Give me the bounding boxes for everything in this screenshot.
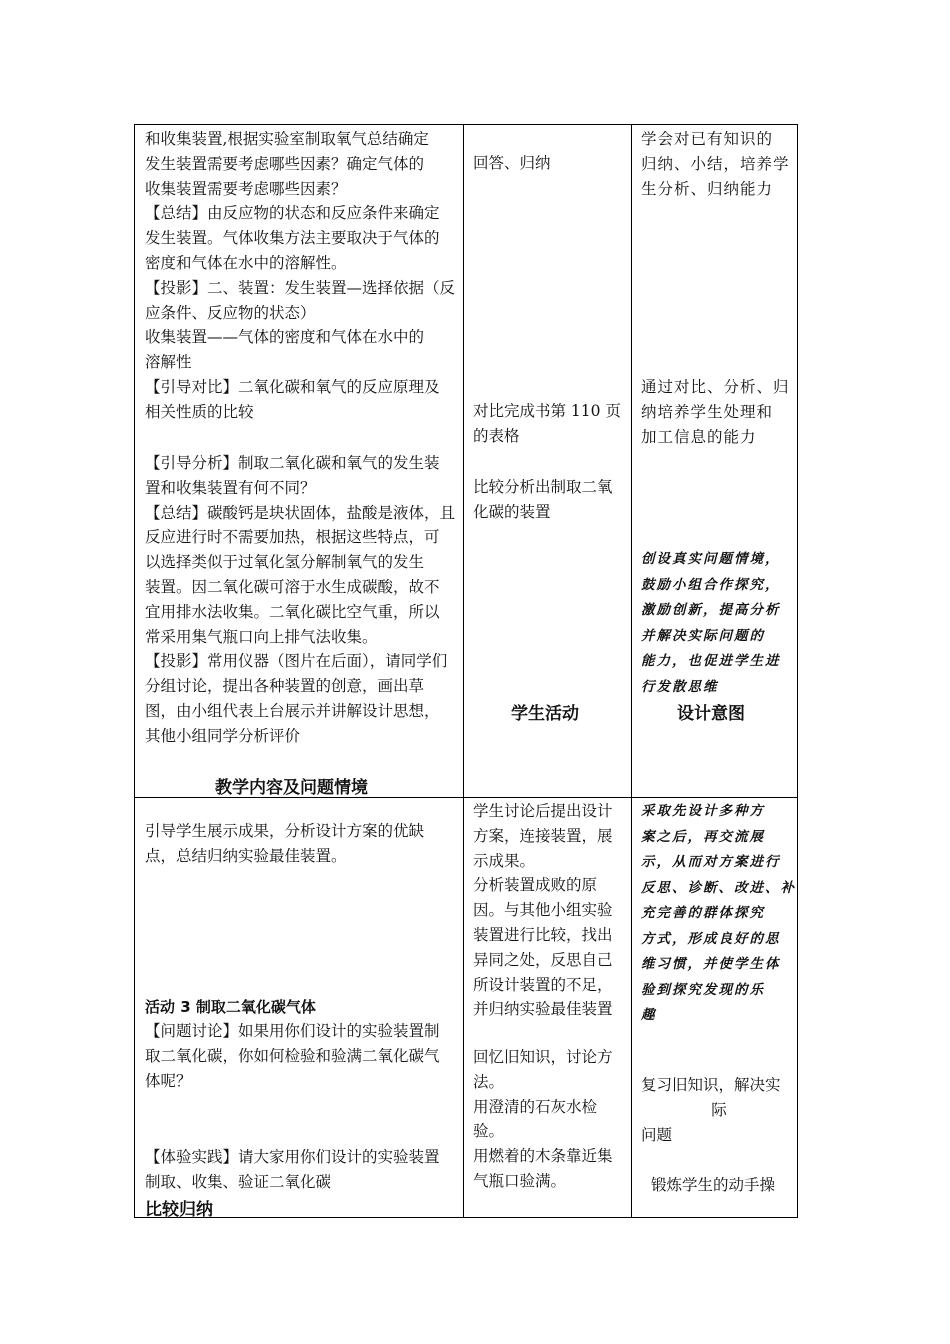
student-activity-text bbox=[473, 1045, 625, 1194]
bottom-content-block bbox=[145, 1019, 463, 1093]
text-line: 学会对已有知识的 bbox=[641, 130, 774, 148]
text-line: 鼓励小组合作探究， bbox=[641, 576, 781, 593]
text-line: 异同之处，反思自己 bbox=[473, 950, 613, 969]
text-line: 的表格 bbox=[473, 426, 520, 445]
column-header-activity: 学生活动 bbox=[511, 704, 579, 724]
text-line: 充完善的群体探究 bbox=[641, 905, 765, 921]
text-line: 应条件、反应物的状态） bbox=[145, 303, 316, 322]
text-line: 引导学生展示成果，分析设计方案的优缺 bbox=[145, 822, 425, 840]
text-line: 维习惯，并使学生体 bbox=[641, 956, 781, 972]
text-line: 收集装置需要考虑哪些因素？ bbox=[145, 179, 347, 198]
text-line: 创设真实问题情境， bbox=[641, 551, 781, 567]
text-line: 学生讨论后提出设计 bbox=[473, 802, 613, 820]
design-intent-text bbox=[641, 375, 791, 449]
text-line: 【问题讨论】如果用你们设计的实验装置制 bbox=[145, 1022, 440, 1040]
text-line: 并解决实际问题的 bbox=[641, 627, 765, 644]
text-line: 际 bbox=[711, 1100, 727, 1119]
text-line: 回答、归纳 bbox=[473, 154, 551, 172]
design-intent-text bbox=[641, 1073, 797, 1147]
text-line: 验到探究发现的乐 bbox=[641, 981, 765, 998]
text-line: 生分析、归纳能力 bbox=[641, 179, 774, 198]
section-footer-label: 比较归纳 bbox=[145, 1200, 213, 1220]
text-line: 以选择类似于过氧化氢分解制氧气的发生 bbox=[145, 553, 425, 572]
text-line: 体呢？ bbox=[145, 1071, 192, 1090]
student-activity-text bbox=[473, 151, 623, 176]
text-line: 反思、诊断、改进、补 bbox=[641, 879, 796, 896]
text-line: 【总结】由反应物的状态和反应条件来确定 bbox=[145, 204, 440, 223]
text-line: 气瓶口验满。 bbox=[473, 1171, 567, 1190]
text-line: 【体验实践】请大家用你们设计的实验装置 bbox=[145, 1148, 440, 1166]
text-line: 置和收集装置有何不同？ bbox=[145, 478, 316, 497]
text-line: 趣 bbox=[641, 1007, 657, 1023]
column-divider bbox=[463, 125, 464, 1217]
text-line: 方案，连接装置，展 bbox=[473, 826, 613, 845]
text-line: 示成果。 bbox=[473, 851, 536, 870]
text-line: 取二氧化碳，你如何检验和验满二氧化碳气 bbox=[145, 1046, 440, 1065]
text-line: 能力，也促进学生进 bbox=[641, 653, 781, 669]
text-line: 验。 bbox=[473, 1122, 505, 1141]
text-line: 用澄清的石灰水检 bbox=[473, 1097, 598, 1116]
text-line: 装置。因二氧化碳可溶于水生成碳酸，故不 bbox=[145, 577, 440, 596]
text-line: 示，从而对方案进行 bbox=[641, 854, 781, 870]
text-line: 加工信息的能力 bbox=[641, 427, 757, 446]
text-line: 【投影】二、装置：发生装置—选择依据（反 bbox=[145, 278, 456, 297]
text-line: 密度和气体在水中的溶解性。 bbox=[145, 253, 347, 272]
student-activity-text bbox=[473, 399, 628, 449]
text-line: 化碳的装置 bbox=[473, 502, 551, 521]
text-line: 归纳、小结，培养学 bbox=[641, 154, 790, 173]
lesson-plan-table bbox=[134, 124, 798, 1218]
column-header-content: 教学内容及问题情境 bbox=[215, 778, 368, 798]
design-intent-calligraphy bbox=[641, 547, 797, 700]
text-line: 并归纳实验最佳装置 bbox=[473, 1000, 613, 1019]
text-line: 比较分析出制取二氧 bbox=[473, 478, 613, 496]
text-line: 复习旧知识，解决实 bbox=[641, 1076, 781, 1094]
student-activity-text bbox=[473, 475, 628, 525]
text-line: 因。与其他小组实验 bbox=[473, 901, 613, 920]
text-line: 法。 bbox=[473, 1072, 505, 1091]
column-header-intent: 设计意图 bbox=[677, 704, 745, 724]
text-line: 【总结】碳酸钙是块状固体，盐酸是液体，且 bbox=[145, 503, 456, 522]
text-line: 相关性质的比较 bbox=[145, 402, 254, 421]
text-line: 溶解性 bbox=[145, 353, 192, 372]
student-activity-text bbox=[473, 799, 625, 1022]
column-divider bbox=[631, 125, 632, 1217]
text-line: 装置进行比较，找出 bbox=[473, 925, 613, 944]
text-line: 【引导分析】制取二氧化碳和氧气的发生装 bbox=[145, 454, 440, 472]
text-line: 通过对比、分析、归 bbox=[641, 378, 790, 396]
text-line: 常采用集气瓶口向上排气法收集。 bbox=[145, 627, 378, 646]
text-line: 反应进行时不需要加热，根据这些特点，可 bbox=[145, 528, 440, 547]
text-line: 其他小组同学分析评价 bbox=[145, 726, 301, 745]
text-line: 采取先设计多种方 bbox=[641, 803, 765, 819]
top-content-block-2 bbox=[145, 451, 457, 749]
text-line: 收集装置——气体的密度和气体在水中的 bbox=[145, 328, 425, 347]
text-line: 方式，形成良好的思 bbox=[641, 930, 781, 947]
top-content-block bbox=[145, 127, 457, 425]
text-line: 所设计装置的不足， bbox=[473, 975, 613, 994]
text-line: 问题 bbox=[641, 1125, 673, 1144]
text-line: 对比完成书第 110 页 bbox=[473, 402, 621, 420]
text-line: 发生装置。气体收集方法主要取决于气体的 bbox=[145, 229, 440, 248]
text-line: 和收集装置,根据实验室制取氧气总结确定 bbox=[145, 130, 429, 148]
bottom-content-block bbox=[145, 819, 457, 869]
design-intent-text bbox=[641, 127, 791, 201]
text-line: 制取、收集、验证二氧化碳 bbox=[145, 1172, 332, 1191]
text-line: 【投影】常用仪器（图片在后面），请同学们 bbox=[145, 652, 448, 671]
text-line: 纳培养学生处理和 bbox=[641, 402, 774, 421]
text-line: 行发散思维 bbox=[641, 678, 719, 695]
activity-title: 活动 3 制取二氧化碳气体 bbox=[145, 998, 316, 1016]
text-line: 分析装置成败的原 bbox=[473, 876, 598, 895]
text-line: 回忆旧知识，讨论方 bbox=[473, 1048, 613, 1066]
text-line: 宜用排水法收集。二氧化碳比空气重，所以 bbox=[145, 602, 440, 621]
text-line: 用燃着的木条靠近集 bbox=[473, 1147, 613, 1166]
bottom-content-block bbox=[145, 1145, 463, 1195]
text-line: 案之后，再交流展 bbox=[641, 828, 765, 845]
design-intent-text: 锻炼学生的动手操 bbox=[651, 1176, 776, 1194]
design-intent-calligraphy bbox=[641, 799, 797, 1029]
text-line: 激励创新，提高分析 bbox=[641, 602, 781, 618]
text-line: 图，由小组代表上台展示并讲解设计思想， bbox=[145, 701, 440, 720]
text-line: 【引导对比】二氧化碳和氧气的反应原理及 bbox=[145, 377, 440, 396]
text-line: 发生装置需要考虑哪些因素？确定气体的 bbox=[145, 154, 425, 173]
text-line: 点，总结归纳实验最佳装置。 bbox=[145, 846, 347, 865]
text-line: 分组讨论，提出各种装置的创意，画出草 bbox=[145, 677, 425, 696]
